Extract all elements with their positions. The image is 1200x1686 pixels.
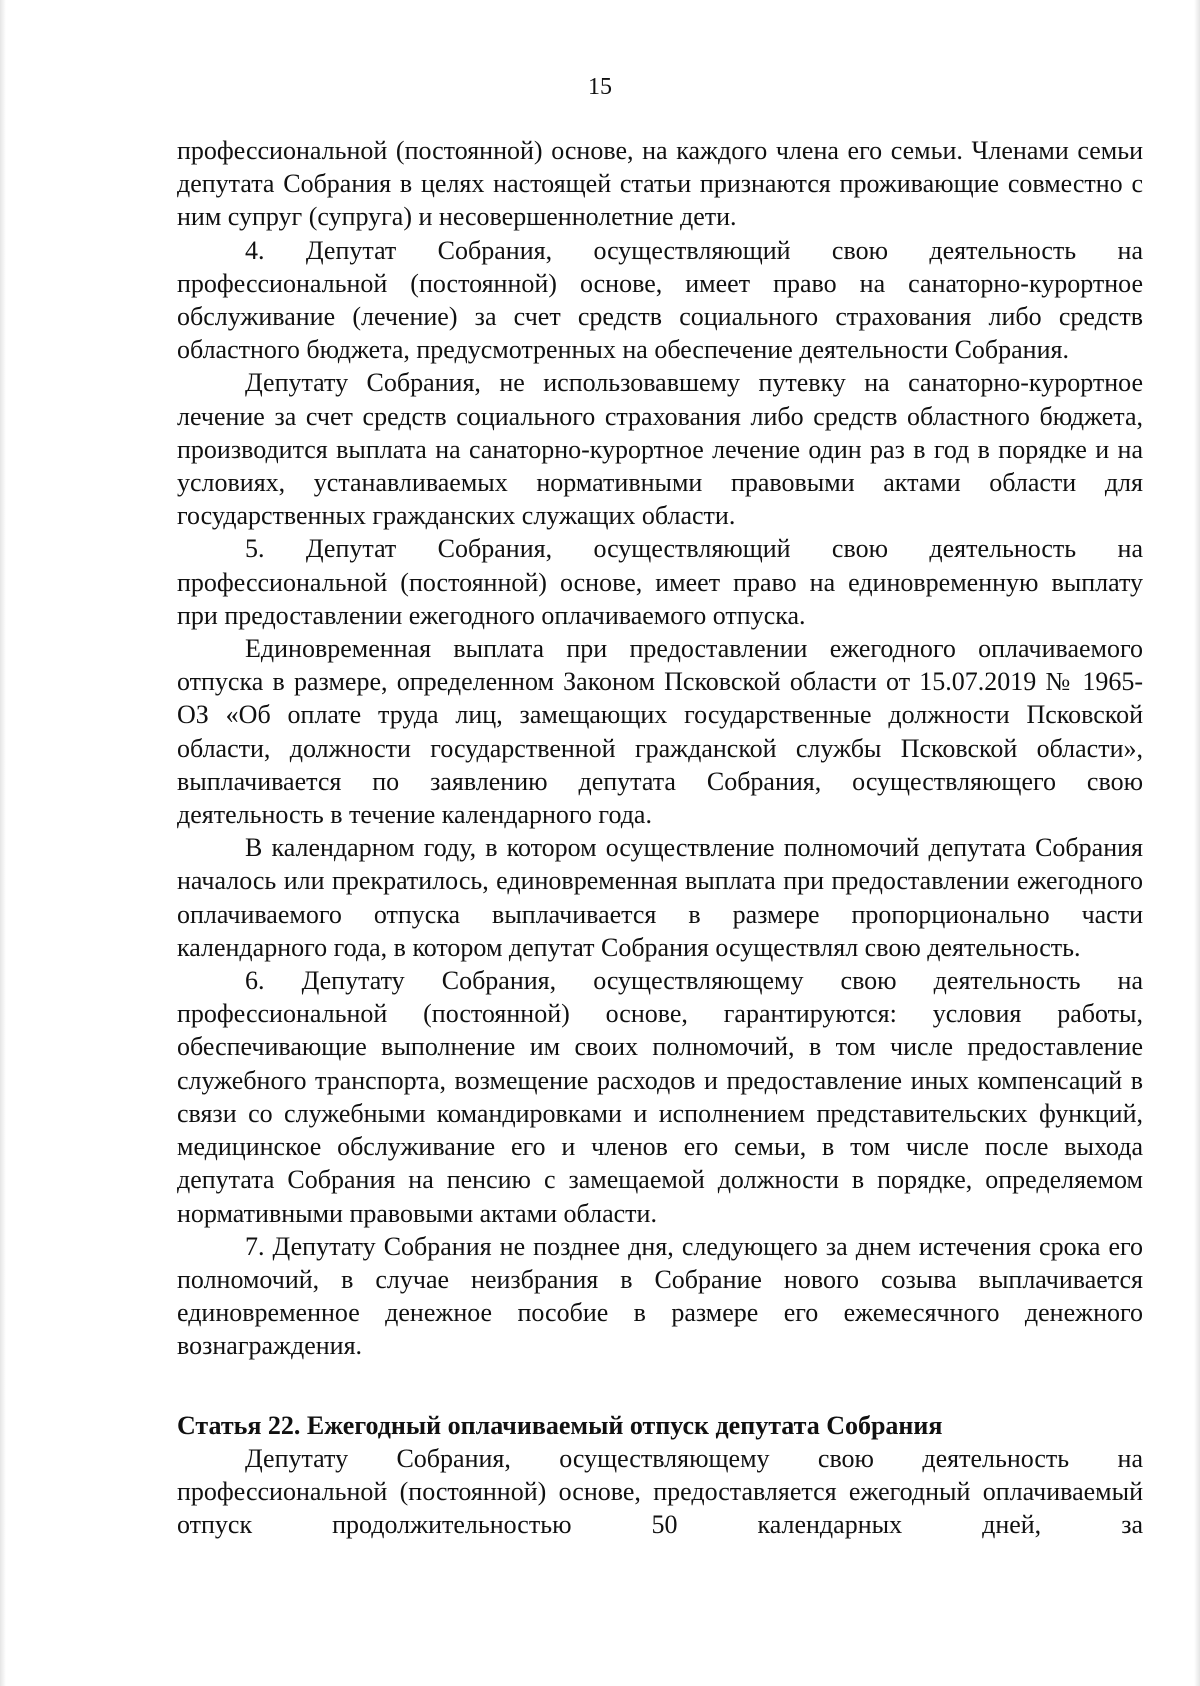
page-number: 15: [588, 74, 612, 100]
paragraph-item-4: 4. Депутат Собрания, осуществляющий свою деятельность на профессиональной (постоянной) основе, имеет право на санаторно-курортное обслуживание (лечение) за счет средств социального страхования либо средств областного бюджета, предусмотренных на обеспечение деятельности Собрания.: [177, 235, 1143, 365]
paragraph-item-7: 7. Депутату Собрания не позднее дня, следующего за днем истечения срока его полномочий, в случае неизбрания в Собрание нового созыва выплачивается единовременное денежное пособие в размере его ежемесячного денежного вознаграждения.: [177, 1231, 1143, 1361]
document-body: [177, 134, 1143, 1541]
scan-edge-right: [1194, 0, 1200, 1686]
article-heading: Статья 22. Ежегодный оплачиваемый отпуск депутата Собрания: [177, 1410, 943, 1440]
scan-edge-left: [0, 0, 6, 1686]
paragraph-sanatorium-payment: Депутату Собрания, не использовавшему путевку на санаторно-курортное лечение за счет средств социального страхования либо средств областного бюджета, производится выплата на санаторно-курортное лечение один раз в год в порядке и на условиях, устанавливаемых нормативными правовыми актами области для государственных гражданских служащих области.: [177, 368, 1143, 531]
paragraph-lump-sum-payment: Единовременная выплата при предоставлении ежегодного оплачиваемого отпуска в размере, определенном Законом Псковской области от 15.07.2019 № 1965-ОЗ «Об оплате труда лиц, замещающих государственные должности Псковской области, должности государственной гражданской службы Псковской области», выплачивается по заявлению депутата Собрания, осуществляющего свою деятельность в течение календарного года.: [177, 634, 1143, 830]
paragraph-continuation: профессиональной (постоянной) основе, на каждого члена его семьи. Членами семьи депутата Собрания в целях настоящей статьи признаются проживающие совместно с ним супруг (супруга) и несовершеннолетние дети.: [177, 136, 1143, 232]
paragraph-calendar-year: В календарном году, в котором осуществление полномочий депутата Собрания началось или прекратилось, единовременная выплата при предоставлении ежегодного оплачиваемого отпуска выплачивается в размере пропорционально части календарного года, в котором депутат Собрания осуществлял свою деятельность.: [177, 833, 1143, 962]
paragraph-item-6: 6. Депутату Собрания, осуществляющему свою деятельность на профессиональной (постоянной) основе, гарантируются: условия работы, обеспечивающие выполнение им своих полномочий, в том числе предоставление служебного транспорта, возмещение расходов и предоставление иных компенсаций в связи со служебными командировками и исполнением представительских функций, медицинское обслуживание его и членов его семьи, в том числе после выхода депутата Собрания на пенсию с замещаемой должности в порядке, определяемом нормативными правовыми актами области.: [177, 966, 1143, 1228]
article-paragraph: Депутату Собрания, осуществляющему свою деятельность на профессиональной (постоянной) основе, предоставляется ежегодный оплачиваемый отпуск продолжительностью 50 календарных дней, за: [177, 1443, 1143, 1540]
paragraph-item-5: 5. Депутат Собрания, осуществляющий свою деятельность на профессиональной (постоянной) основе, имеет право на единовременную выплату при предоставлении ежегодного оплачиваемого отпуска.: [177, 534, 1143, 630]
